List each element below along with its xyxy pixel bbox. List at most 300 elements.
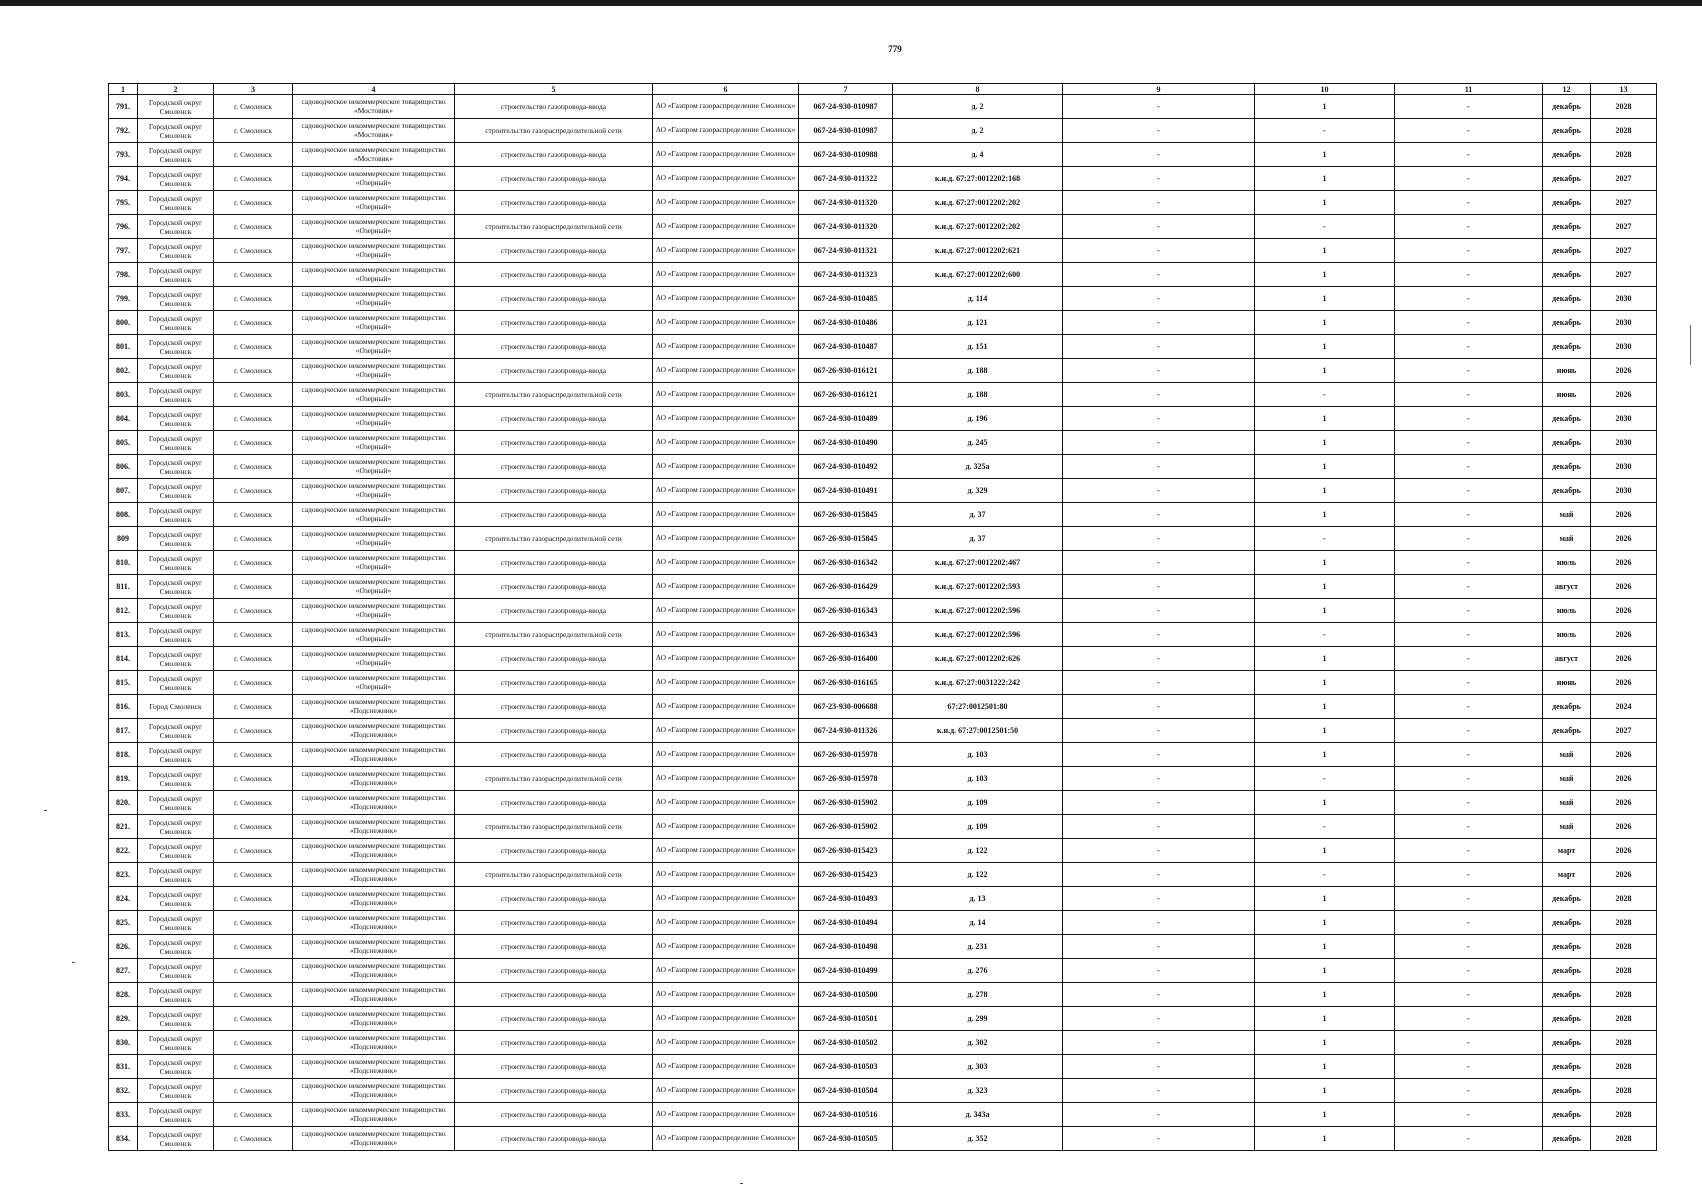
table-row (109, 479, 1657, 503)
top-scan-rule (0, 0, 1702, 6)
settlement: г. Смоленск (214, 575, 293, 599)
row-number: 806. (109, 455, 138, 479)
settlement: г. Смоленск (214, 1007, 293, 1031)
work-type: строительство газопровода-ввода (455, 911, 653, 935)
work-type: строительство газопровода-ввода (455, 959, 653, 983)
application-number: 067-24-930-010491 (799, 479, 893, 503)
municipality: Городской округ Смоленск (138, 215, 214, 239)
settlement: г. Смоленск (214, 479, 293, 503)
completion-year: 2026 (1591, 503, 1657, 527)
completion-year: 2028 (1591, 1007, 1657, 1031)
column-11-value: - (1395, 791, 1543, 815)
organization: АО «Газпром газораспределение Смоленск» (653, 839, 799, 863)
column-9-value: - (1063, 983, 1255, 1007)
column-number-6: 6 (653, 84, 799, 95)
column-9-value: - (1063, 767, 1255, 791)
municipality: Городской округ Смоленск (138, 815, 214, 839)
organization: АО «Газпром газораспределение Смоленск» (653, 239, 799, 263)
work-type: строительство газопровода-ввода (455, 311, 653, 335)
column-10-value: 1 (1255, 1031, 1395, 1055)
organization: АО «Газпром газораспределение Смоленск» (653, 335, 799, 359)
row-number: 795. (109, 191, 138, 215)
completion-year: 2026 (1591, 575, 1657, 599)
table-row (109, 167, 1657, 191)
column-10-value: 1 (1255, 191, 1395, 215)
column-10-value: 1 (1255, 167, 1395, 191)
column-10-value: - (1255, 863, 1395, 887)
row-number: 799. (109, 287, 138, 311)
column-11-value: - (1395, 119, 1543, 143)
plot-address: д. 114 (893, 287, 1063, 311)
application-number: 067-26-930-015978 (799, 767, 893, 791)
column-10-value: 1 (1255, 455, 1395, 479)
column-9-value: - (1063, 743, 1255, 767)
settlement: г. Смоленск (214, 1127, 293, 1151)
organization: АО «Газпром газораспределение Смоленск» (653, 263, 799, 287)
completion-year: 2030 (1591, 335, 1657, 359)
plot-address: к.н.д. 67:27:0012202:621 (893, 239, 1063, 263)
site-name: садоводческое некоммерческое товарищество «Подснежник» (293, 911, 455, 935)
column-number-8: 8 (893, 84, 1063, 95)
plot-address: 67:27:0012501:80 (893, 695, 1063, 719)
site-name: садоводческое некоммерческое товарищество «Мостовик» (293, 95, 455, 119)
application-number: 067-24-930-011323 (799, 263, 893, 287)
work-type: строительство газопровода-ввода (455, 743, 653, 767)
organization: АО «Газпром газораспределение Смоленск» (653, 95, 799, 119)
work-type: строительство газопровода-ввода (455, 575, 653, 599)
column-10-value: 1 (1255, 311, 1395, 335)
application-number: 067-24-930-010489 (799, 407, 893, 431)
work-type: строительство газопровода-ввода (455, 143, 653, 167)
table-row (109, 191, 1657, 215)
row-number: 828. (109, 983, 138, 1007)
work-type: строительство газопровода-ввода (455, 407, 653, 431)
application-number: 067-26-930-016121 (799, 359, 893, 383)
row-number: 815. (109, 671, 138, 695)
organization: АО «Газпром газораспределение Смоленск» (653, 479, 799, 503)
column-11-value: - (1395, 359, 1543, 383)
application-number: 067-24-930-010490 (799, 431, 893, 455)
column-number-3: 3 (214, 84, 293, 95)
table-row (109, 455, 1657, 479)
column-number-9: 9 (1063, 84, 1255, 95)
plot-address: д. 4 (893, 143, 1063, 167)
organization: АО «Газпром газораспределение Смоленск» (653, 911, 799, 935)
row-number: 832. (109, 1079, 138, 1103)
settlement: г. Смоленск (214, 551, 293, 575)
application-number: 067-24-930-010987 (799, 119, 893, 143)
table-row (109, 671, 1657, 695)
municipality: Городской округ Смоленск (138, 311, 214, 335)
completion-month: август (1543, 647, 1591, 671)
application-number: 067-24-930-011320 (799, 215, 893, 239)
column-9-value: - (1063, 695, 1255, 719)
organization: АО «Газпром газораспределение Смоленск» (653, 959, 799, 983)
plot-address: д. 151 (893, 335, 1063, 359)
completion-year: 2026 (1591, 815, 1657, 839)
row-number: 819. (109, 767, 138, 791)
column-11-value: - (1395, 1055, 1543, 1079)
completion-year: 2030 (1591, 407, 1657, 431)
plot-address: д. 245 (893, 431, 1063, 455)
column-9-value: - (1063, 1055, 1255, 1079)
column-11-value: - (1395, 839, 1543, 863)
municipality: Городской округ Смоленск (138, 599, 214, 623)
scan-speck (72, 962, 75, 963)
organization: АО «Газпром газораспределение Смоленск» (653, 167, 799, 191)
row-number: 807. (109, 479, 138, 503)
completion-month: июнь (1543, 383, 1591, 407)
column-9-value: - (1063, 431, 1255, 455)
application-number: 067-24-930-011326 (799, 719, 893, 743)
municipality: Городской округ Смоленск (138, 1103, 214, 1127)
column-11-value: - (1395, 95, 1543, 119)
column-11-value: - (1395, 575, 1543, 599)
work-type: строительство газопровода-ввода (455, 1127, 653, 1151)
completion-year: 2026 (1591, 863, 1657, 887)
page-number: 779 (888, 44, 902, 54)
row-number: 817. (109, 719, 138, 743)
plot-address: д. 109 (893, 815, 1063, 839)
site-name: садоводческое некоммерческое товарищество «Озерный» (293, 167, 455, 191)
municipality: Городской округ Смоленск (138, 887, 214, 911)
municipality: Городской округ Смоленск (138, 911, 214, 935)
work-type: строительство газораспределительной сети (455, 215, 653, 239)
table-row (109, 431, 1657, 455)
table-row (109, 863, 1657, 887)
application-number: 067-26-930-016343 (799, 599, 893, 623)
column-11-value: - (1395, 767, 1543, 791)
column-number-4: 4 (293, 84, 455, 95)
column-11-value: - (1395, 647, 1543, 671)
row-number: 811. (109, 575, 138, 599)
column-9-value: - (1063, 455, 1255, 479)
plot-address: к.н.д. 67:27:0012202:600 (893, 263, 1063, 287)
plot-address: д. 13 (893, 887, 1063, 911)
site-name: садоводческое некоммерческое товарищество «Подснежник» (293, 1103, 455, 1127)
column-9-value: - (1063, 311, 1255, 335)
column-10-value: 1 (1255, 719, 1395, 743)
municipality: Городской округ Смоленск (138, 407, 214, 431)
organization: АО «Газпром газораспределение Смоленск» (653, 1055, 799, 1079)
completion-year: 2030 (1591, 311, 1657, 335)
column-10-value: 1 (1255, 95, 1395, 119)
row-number: 791. (109, 95, 138, 119)
site-name: садоводческое некоммерческое товарищество «Подснежник» (293, 719, 455, 743)
site-name: садоводческое некоммерческое товарищество «Подснежник» (293, 1031, 455, 1055)
column-10-value: 1 (1255, 263, 1395, 287)
completion-month: декабрь (1543, 1007, 1591, 1031)
column-11-value: - (1395, 335, 1543, 359)
completion-month: май (1543, 767, 1591, 791)
work-type: строительство газопровода-ввода (455, 287, 653, 311)
site-name: садоводческое некоммерческое товарищество «Озерный» (293, 287, 455, 311)
site-name: садоводческое некоммерческое товарищество «Озерный» (293, 647, 455, 671)
column-11-value: - (1395, 743, 1543, 767)
column-11-value: - (1395, 551, 1543, 575)
completion-year: 2028 (1591, 1055, 1657, 1079)
table-header (109, 84, 1657, 95)
application-number: 067-24-930-010504 (799, 1079, 893, 1103)
work-type: строительство газораспределительной сети (455, 623, 653, 647)
work-type: строительство газораспределительной сети (455, 527, 653, 551)
settlement: г. Смоленск (214, 647, 293, 671)
plot-address: д. 103 (893, 743, 1063, 767)
settlement: г. Смоленск (214, 599, 293, 623)
column-9-value: - (1063, 215, 1255, 239)
plot-address: д. 196 (893, 407, 1063, 431)
work-type: строительство газопровода-ввода (455, 167, 653, 191)
organization: АО «Газпром газораспределение Смоленск» (653, 863, 799, 887)
completion-year: 2027 (1591, 263, 1657, 287)
table-row (109, 1007, 1657, 1031)
site-name: садоводческое некоммерческое товарищество «Озерный» (293, 191, 455, 215)
municipality: Городской округ Смоленск (138, 431, 214, 455)
site-name: садоводческое некоммерческое товарищество «Озерный» (293, 671, 455, 695)
application-number: 067-24-930-010502 (799, 1031, 893, 1055)
settlement: г. Смоленск (214, 767, 293, 791)
settlement: г. Смоленск (214, 791, 293, 815)
plot-address: д. 122 (893, 863, 1063, 887)
plot-address: д. 37 (893, 527, 1063, 551)
column-11-value: - (1395, 239, 1543, 263)
work-type: строительство газопровода-ввода (455, 719, 653, 743)
municipality: Городской округ Смоленск (138, 623, 214, 647)
organization: АО «Газпром газораспределение Смоленск» (653, 719, 799, 743)
organization: АО «Газпром газораспределение Смоленск» (653, 647, 799, 671)
column-10-value: 1 (1255, 1007, 1395, 1031)
organization: АО «Газпром газораспределение Смоленск» (653, 287, 799, 311)
completion-year: 2026 (1591, 839, 1657, 863)
table-row (109, 935, 1657, 959)
site-name: садоводческое некоммерческое товарищество «Подснежник» (293, 743, 455, 767)
completion-month: декабрь (1543, 431, 1591, 455)
organization: АО «Газпром газораспределение Смоленск» (653, 1007, 799, 1031)
column-10-value: 1 (1255, 791, 1395, 815)
column-10-value: 1 (1255, 647, 1395, 671)
settlement: г. Смоленск (214, 623, 293, 647)
register-table-wrapper (108, 83, 1656, 1151)
table-row (109, 551, 1657, 575)
table-row (109, 1127, 1657, 1151)
completion-month: декабрь (1543, 143, 1591, 167)
column-9-value: - (1063, 791, 1255, 815)
column-10-value: - (1255, 215, 1395, 239)
column-9-value: - (1063, 575, 1255, 599)
plot-address: д. 2 (893, 95, 1063, 119)
completion-year: 2027 (1591, 239, 1657, 263)
column-10-value: 1 (1255, 1079, 1395, 1103)
column-number-11: 11 (1395, 84, 1543, 95)
column-11-value: - (1395, 407, 1543, 431)
application-number: 067-24-930-010498 (799, 935, 893, 959)
settlement: г. Смоленск (214, 239, 293, 263)
column-11-value: - (1395, 167, 1543, 191)
column-9-value: - (1063, 887, 1255, 911)
organization: АО «Газпром газораспределение Смоленск» (653, 119, 799, 143)
column-number-row (109, 84, 1657, 95)
completion-month: декабрь (1543, 959, 1591, 983)
column-9-value: - (1063, 959, 1255, 983)
application-number: 067-24-930-010516 (799, 1103, 893, 1127)
completion-year: 2030 (1591, 431, 1657, 455)
column-10-value: - (1255, 623, 1395, 647)
column-10-value: 1 (1255, 239, 1395, 263)
application-number: 067-26-930-015902 (799, 791, 893, 815)
municipality: Городской округ Смоленск (138, 143, 214, 167)
completion-month: декабрь (1543, 95, 1591, 119)
municipality: Городской округ Смоленск (138, 1055, 214, 1079)
completion-year: 2024 (1591, 695, 1657, 719)
table-row (109, 719, 1657, 743)
row-number: 812. (109, 599, 138, 623)
plot-address: д. 122 (893, 839, 1063, 863)
application-number: 067-24-930-010987 (799, 95, 893, 119)
application-number: 067-26-930-015845 (799, 527, 893, 551)
row-number: 803. (109, 383, 138, 407)
settlement: г. Смоленск (214, 311, 293, 335)
plot-address: д. 188 (893, 383, 1063, 407)
organization: АО «Газпром газораспределение Смоленск» (653, 143, 799, 167)
municipality: Городской округ Смоленск (138, 743, 214, 767)
completion-month: декабрь (1543, 191, 1591, 215)
column-11-value: - (1395, 815, 1543, 839)
completion-year: 2028 (1591, 1103, 1657, 1127)
table-row (109, 911, 1657, 935)
settlement: г. Смоленск (214, 1103, 293, 1127)
work-type: строительство газопровода-ввода (455, 983, 653, 1007)
work-type: строительство газопровода-ввода (455, 239, 653, 263)
column-9-value: - (1063, 935, 1255, 959)
column-11-value: - (1395, 479, 1543, 503)
column-10-value: - (1255, 815, 1395, 839)
column-10-value: 1 (1255, 695, 1395, 719)
plot-address: д. 329 (893, 479, 1063, 503)
municipality: Городской округ Смоленск (138, 95, 214, 119)
work-type: строительство газопровода-ввода (455, 791, 653, 815)
plot-address: к.н.д. 67:27:0012202:596 (893, 623, 1063, 647)
table-row (109, 407, 1657, 431)
column-10-value: - (1255, 119, 1395, 143)
table-row (109, 575, 1657, 599)
table-row (109, 215, 1657, 239)
completion-year: 2026 (1591, 791, 1657, 815)
completion-year: 2026 (1591, 383, 1657, 407)
municipality: Городской округ Смоленск (138, 335, 214, 359)
completion-year: 2028 (1591, 1127, 1657, 1151)
site-name: садоводческое некоммерческое товарищество «Озерный» (293, 359, 455, 383)
column-9-value: - (1063, 119, 1255, 143)
site-name: садоводческое некоммерческое товарищество «Озерный» (293, 335, 455, 359)
municipality: Городской округ Смоленск (138, 1007, 214, 1031)
site-name: садоводческое некоммерческое товарищество «Озерный» (293, 599, 455, 623)
work-type: строительство газораспределительной сети (455, 863, 653, 887)
settlement: г. Смоленск (214, 911, 293, 935)
application-number: 067-23-930-006688 (799, 695, 893, 719)
completion-month: май (1543, 503, 1591, 527)
organization: АО «Газпром газораспределение Смоленск» (653, 935, 799, 959)
row-number: 808. (109, 503, 138, 527)
municipality: Городской округ Смоленск (138, 503, 214, 527)
column-number-1: 1 (109, 84, 138, 95)
row-number: 831. (109, 1055, 138, 1079)
column-number-5: 5 (455, 84, 653, 95)
table-row (109, 1103, 1657, 1127)
table-row (109, 1055, 1657, 1079)
column-9-value: - (1063, 551, 1255, 575)
row-number: 813. (109, 623, 138, 647)
column-11-value: - (1395, 935, 1543, 959)
municipality: Городской округ Смоленск (138, 479, 214, 503)
column-9-value: - (1063, 911, 1255, 935)
table-row (109, 383, 1657, 407)
application-number: 067-24-930-011321 (799, 239, 893, 263)
work-type: строительство газораспределительной сети (455, 119, 653, 143)
organization: АО «Газпром газораспределение Смоленск» (653, 1103, 799, 1127)
site-name: садоводческое некоммерческое товарищество «Подснежник» (293, 791, 455, 815)
work-type: строительство газопровода-ввода (455, 599, 653, 623)
municipality: Городской округ Смоленск (138, 287, 214, 311)
table-row (109, 527, 1657, 551)
column-10-value: 1 (1255, 983, 1395, 1007)
settlement: г. Смоленск (214, 527, 293, 551)
settlement: г. Смоленск (214, 167, 293, 191)
site-name: садоводческое некоммерческое товарищество «Озерный» (293, 215, 455, 239)
municipality: Городской округ Смоленск (138, 575, 214, 599)
application-number: 067-24-930-010505 (799, 1127, 893, 1151)
column-11-value: - (1395, 671, 1543, 695)
plot-address: д. 14 (893, 911, 1063, 935)
column-9-value: - (1063, 383, 1255, 407)
row-number: 833. (109, 1103, 138, 1127)
work-type: строительство газопровода-ввода (455, 191, 653, 215)
column-11-value: - (1395, 1103, 1543, 1127)
site-name: садоводческое некоммерческое товарищество «Подснежник» (293, 815, 455, 839)
table-row (109, 503, 1657, 527)
plot-address: д. 276 (893, 959, 1063, 983)
site-name: садоводческое некоммерческое товарищество «Подснежник» (293, 935, 455, 959)
completion-year: 2028 (1591, 119, 1657, 143)
municipality: Городской округ Смоленск (138, 719, 214, 743)
work-type: строительство газораспределительной сети (455, 383, 653, 407)
site-name: садоводческое некоммерческое товарищество «Подснежник» (293, 1127, 455, 1151)
plot-address: д. 2 (893, 119, 1063, 143)
row-number: 798. (109, 263, 138, 287)
settlement: г. Смоленск (214, 263, 293, 287)
completion-month: май (1543, 791, 1591, 815)
settlement: г. Смоленск (214, 359, 293, 383)
organization: АО «Газпром газораспределение Смоленск» (653, 815, 799, 839)
municipality: Городской округ Смоленск (138, 551, 214, 575)
work-type: строительство газопровода-ввода (455, 671, 653, 695)
site-name: садоводческое некоммерческое товарищество «Озерный» (293, 503, 455, 527)
settlement: г. Смоленск (214, 959, 293, 983)
column-9-value: - (1063, 263, 1255, 287)
column-11-value: - (1395, 1007, 1543, 1031)
completion-month: март (1543, 839, 1591, 863)
completion-year: 2027 (1591, 719, 1657, 743)
application-number: 067-24-930-011322 (799, 167, 893, 191)
column-9-value: - (1063, 335, 1255, 359)
table-row (109, 143, 1657, 167)
table-row (109, 887, 1657, 911)
column-number-7: 7 (799, 84, 893, 95)
completion-month: март (1543, 863, 1591, 887)
application-number: 067-26-930-015845 (799, 503, 893, 527)
site-name: садоводческое некоммерческое товарищество «Подснежник» (293, 1055, 455, 1079)
application-number: 067-24-930-010501 (799, 1007, 893, 1031)
row-number: 793. (109, 143, 138, 167)
